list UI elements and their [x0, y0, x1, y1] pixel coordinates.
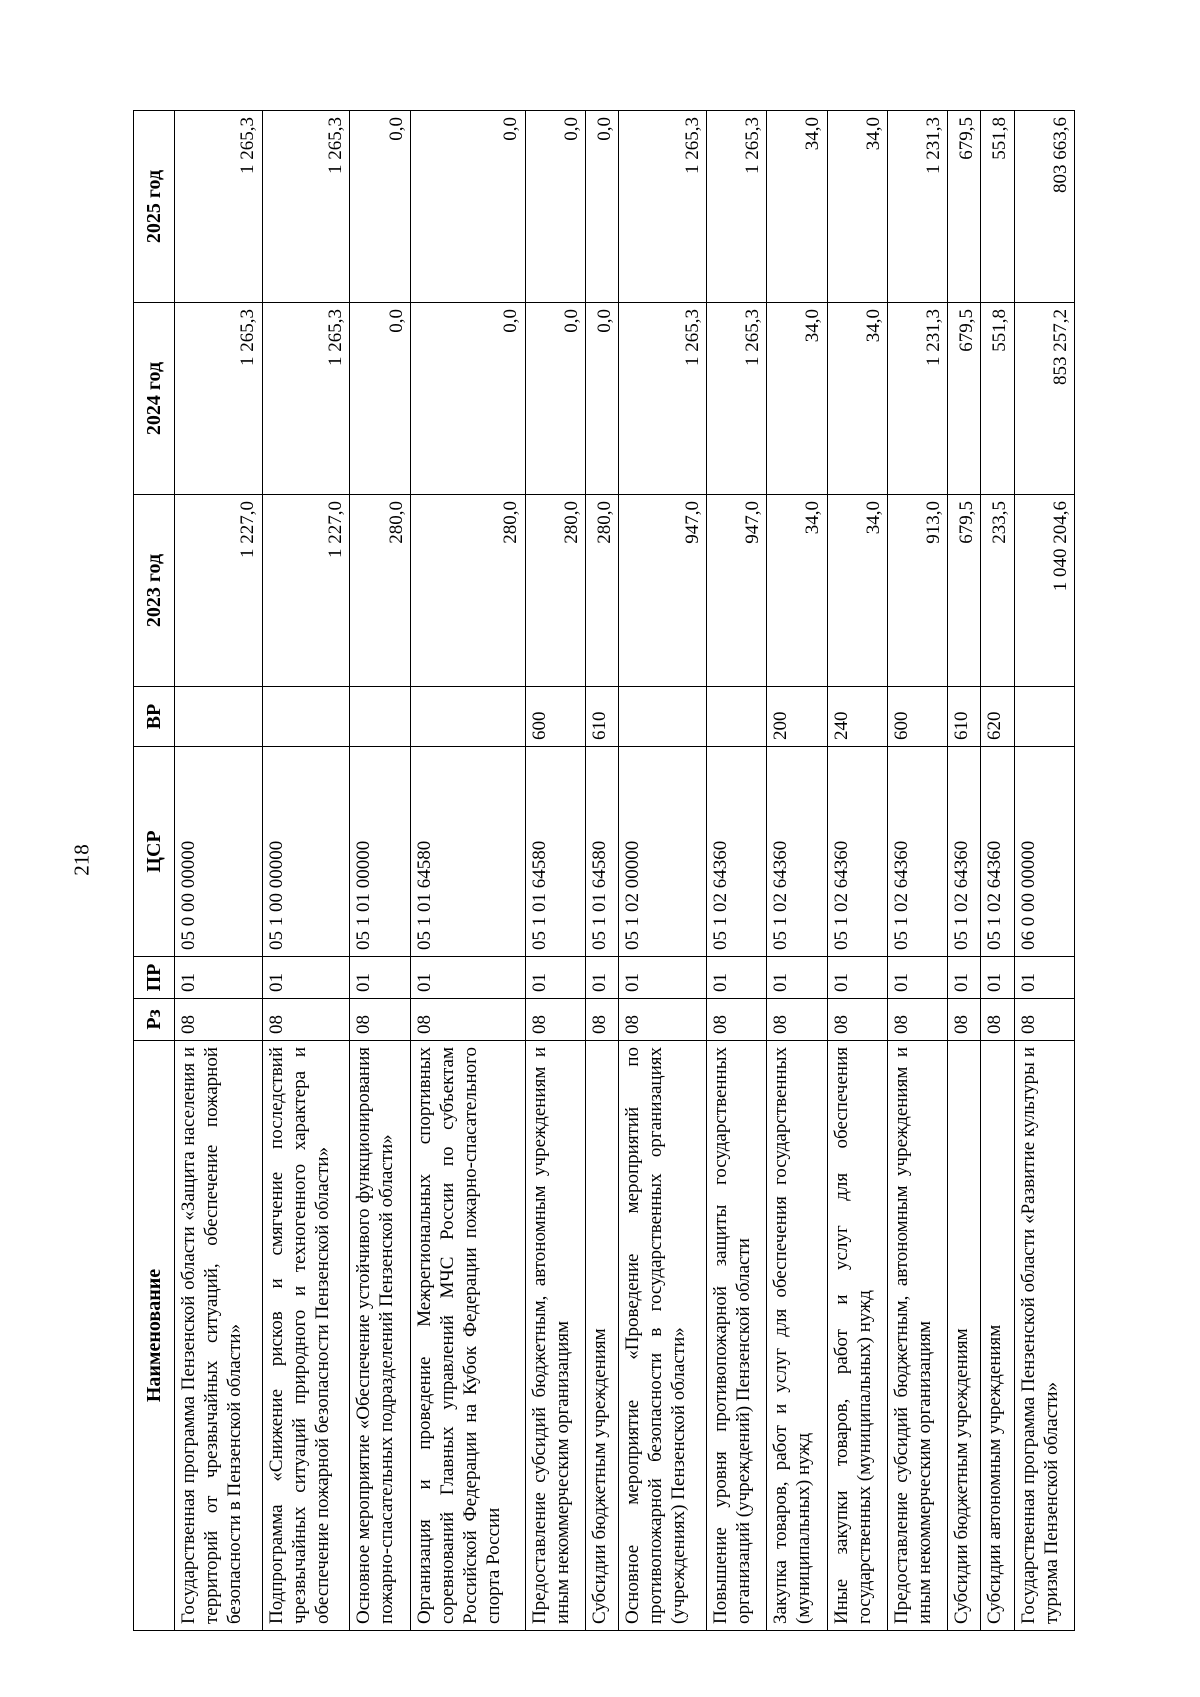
cell-csr: 05 1 00 00000 — [262, 747, 350, 957]
cell-pr: 01 — [948, 957, 981, 999]
cell-2024: 1 265,3 — [619, 303, 707, 495]
cell-2023: 1 227,0 — [175, 495, 263, 687]
cell-vr: 200 — [767, 687, 827, 747]
cell-vr: 600 — [887, 687, 947, 747]
cell-2023: 280,0 — [350, 495, 410, 687]
cell-csr: 05 1 02 64360 — [706, 747, 766, 957]
cell-csr: 05 1 02 00000 — [619, 747, 707, 957]
cell-vr — [262, 687, 350, 747]
cell-2023: 280,0 — [410, 495, 525, 687]
cell-name: Основное мероприятие «Обеспечение устойчивого функционирования пожарно-спасательных подразделений Пензенской области» — [350, 1041, 410, 1631]
cell-name: Субсидии бюджетным учреждениям — [948, 1041, 981, 1631]
cell-csr: 05 1 01 00000 — [350, 747, 410, 957]
cell-pr: 01 — [525, 957, 585, 999]
cell-vr: 240 — [827, 687, 887, 747]
cell-pr: 01 — [887, 957, 947, 999]
table-row — [706, 111, 766, 1631]
table-row — [948, 111, 981, 1631]
cell-csr: 05 1 01 64580 — [410, 747, 525, 957]
cell-pr: 01 — [1014, 957, 1074, 999]
cell-vr — [350, 687, 410, 747]
cell-rz: 08 — [1014, 999, 1074, 1041]
header-pr: ПР — [134, 957, 175, 999]
cell-2025: 551,8 — [981, 111, 1014, 303]
cell-2025: 1 265,3 — [262, 111, 350, 303]
cell-2025: 0,0 — [525, 111, 585, 303]
cell-rz: 08 — [262, 999, 350, 1041]
cell-name: Закупка товаров, работ и услуг для обеспечения государственных (муниципальных) нужд — [767, 1041, 827, 1631]
cell-vr — [175, 687, 263, 747]
cell-vr: 610 — [948, 687, 981, 747]
cell-csr: 05 1 02 64360 — [887, 747, 947, 957]
cell-vr — [1014, 687, 1074, 747]
cell-rz: 08 — [981, 999, 1014, 1041]
cell-2024: 0,0 — [350, 303, 410, 495]
cell-vr: 620 — [981, 687, 1014, 747]
header-2025: 2025 год — [134, 111, 175, 303]
table-header-row — [134, 111, 175, 1631]
cell-pr: 01 — [410, 957, 525, 999]
table-row — [350, 111, 410, 1631]
cell-pr: 01 — [981, 957, 1014, 999]
cell-2025: 0,0 — [585, 111, 618, 303]
table-row — [1014, 111, 1074, 1631]
budget-table-rotated — [133, 111, 1075, 1631]
cell-pr: 01 — [585, 957, 618, 999]
cell-csr: 05 1 01 64580 — [525, 747, 585, 957]
budget-table — [133, 110, 1075, 1631]
table-row — [887, 111, 947, 1631]
cell-vr — [619, 687, 707, 747]
cell-rz: 08 — [175, 999, 263, 1041]
cell-rz: 08 — [585, 999, 618, 1041]
cell-2024: 1 265,3 — [262, 303, 350, 495]
header-name: Наименование — [134, 1041, 175, 1631]
cell-name: Иные закупки товаров, работ и услуг для обеспечения государственных (муниципальных) нужд — [827, 1041, 887, 1631]
cell-2023: 233,5 — [981, 495, 1014, 687]
cell-2025: 0,0 — [350, 111, 410, 303]
cell-pr: 01 — [767, 957, 827, 999]
header-csr: ЦСР — [134, 747, 175, 957]
page-number — [67, 845, 97, 875]
page-number-text: 218 — [69, 844, 94, 876]
cell-name: Государственная программа Пензенской области «Развитие культуры и туризма Пензенской области» — [1014, 1041, 1074, 1631]
table-row — [619, 111, 707, 1631]
cell-name: Повышение уровня противопожарной защиты государственных организаций (учреждений) Пензенской области — [706, 1041, 766, 1631]
cell-2024: 853 257,2 — [1014, 303, 1074, 495]
cell-2023: 280,0 — [525, 495, 585, 687]
table-row — [585, 111, 618, 1631]
cell-2023: 34,0 — [827, 495, 887, 687]
header-vr: ВР — [134, 687, 175, 747]
cell-vr — [410, 687, 525, 747]
cell-2023: 1 040 204,6 — [1014, 495, 1074, 687]
cell-csr: 05 1 02 64360 — [948, 747, 981, 957]
cell-2023: 1 227,0 — [262, 495, 350, 687]
cell-rz: 08 — [887, 999, 947, 1041]
cell-rz: 08 — [350, 999, 410, 1041]
cell-2024: 34,0 — [827, 303, 887, 495]
cell-csr: 06 0 00 00000 — [1014, 747, 1074, 957]
cell-name: Субсидии бюджетным учреждениям — [585, 1041, 618, 1631]
cell-2025: 1 231,3 — [887, 111, 947, 303]
table-row — [827, 111, 887, 1631]
cell-2025: 1 265,3 — [706, 111, 766, 303]
cell-pr: 01 — [175, 957, 263, 999]
cell-2024: 551,8 — [981, 303, 1014, 495]
cell-2024: 1 265,3 — [706, 303, 766, 495]
cell-vr — [706, 687, 766, 747]
cell-name: Предоставление субсидий бюджетным, автономным учреждениям и иным некоммерческим организациям — [887, 1041, 947, 1631]
cell-rz: 08 — [827, 999, 887, 1041]
table-row — [981, 111, 1014, 1631]
cell-2023: 34,0 — [767, 495, 827, 687]
cell-csr: 05 0 00 00000 — [175, 747, 263, 957]
cell-2024: 1 231,3 — [887, 303, 947, 495]
cell-name: Предоставление субсидий бюджетным, автономным учреждениям и иным некоммерческим организациям — [525, 1041, 585, 1631]
table-row — [767, 111, 827, 1631]
cell-rz: 08 — [410, 999, 525, 1041]
cell-name: Организация и проведение Межрегиональных спортивных соревнований Главных управлений МЧС России по субъектам Российской Федерации на Кубок Федерации пожарно-спасательного спорта России — [410, 1041, 525, 1631]
cell-vr: 600 — [525, 687, 585, 747]
cell-name: Подпрограмма «Снижение рисков и смягчение последствий чрезвычайных ситуаций природного и техногенного характера и обеспечение пожарной безопасности Пензенской области» — [262, 1041, 350, 1631]
cell-2025: 679,5 — [948, 111, 981, 303]
cell-name: Субсидии автономным учреждениям — [981, 1041, 1014, 1631]
cell-rz: 08 — [619, 999, 707, 1041]
cell-vr: 610 — [585, 687, 618, 747]
cell-csr: 05 1 02 64360 — [827, 747, 887, 957]
cell-name: Основное мероприятие «Проведение мероприятий по противопожарной безопасности в государственных организациях (учреждениях) Пензенской области» — [619, 1041, 707, 1631]
cell-2023: 913,0 — [887, 495, 947, 687]
cell-2023: 947,0 — [706, 495, 766, 687]
cell-2025: 34,0 — [827, 111, 887, 303]
cell-name: Государственная программа Пензенской области «Защита населения и территорий от чрезвычайных ситуаций, обеспечение пожарной безопасности в Пензенской области» — [175, 1041, 263, 1631]
cell-rz: 08 — [706, 999, 766, 1041]
cell-2025: 1 265,3 — [619, 111, 707, 303]
cell-2024: 0,0 — [410, 303, 525, 495]
cell-2025: 34,0 — [767, 111, 827, 303]
cell-2025: 1 265,3 — [175, 111, 263, 303]
cell-2025: 0,0 — [410, 111, 525, 303]
cell-2024: 1 265,3 — [175, 303, 263, 495]
cell-2025: 803 663,6 — [1014, 111, 1074, 303]
table-row — [410, 111, 525, 1631]
cell-pr: 01 — [350, 957, 410, 999]
header-2023: 2023 год — [134, 495, 175, 687]
cell-rz: 08 — [948, 999, 981, 1041]
cell-csr: 05 1 02 64360 — [981, 747, 1014, 957]
header-2024: 2024 год — [134, 303, 175, 495]
cell-csr: 05 1 02 64360 — [767, 747, 827, 957]
cell-pr: 01 — [827, 957, 887, 999]
cell-2023: 679,5 — [948, 495, 981, 687]
cell-2024: 0,0 — [585, 303, 618, 495]
cell-pr: 01 — [619, 957, 707, 999]
cell-rz: 08 — [525, 999, 585, 1041]
cell-rz: 08 — [767, 999, 827, 1041]
cell-2024: 0,0 — [525, 303, 585, 495]
table-row — [175, 111, 263, 1631]
cell-csr: 05 1 01 64580 — [585, 747, 618, 957]
cell-pr: 01 — [262, 957, 350, 999]
table-row — [525, 111, 585, 1631]
cell-2023: 280,0 — [585, 495, 618, 687]
cell-pr: 01 — [706, 957, 766, 999]
header-rz: Рз — [134, 999, 175, 1041]
table-row — [262, 111, 350, 1631]
cell-2023: 947,0 — [619, 495, 707, 687]
cell-2024: 679,5 — [948, 303, 981, 495]
budget-table-container — [133, 111, 1075, 1631]
cell-2024: 34,0 — [767, 303, 827, 495]
